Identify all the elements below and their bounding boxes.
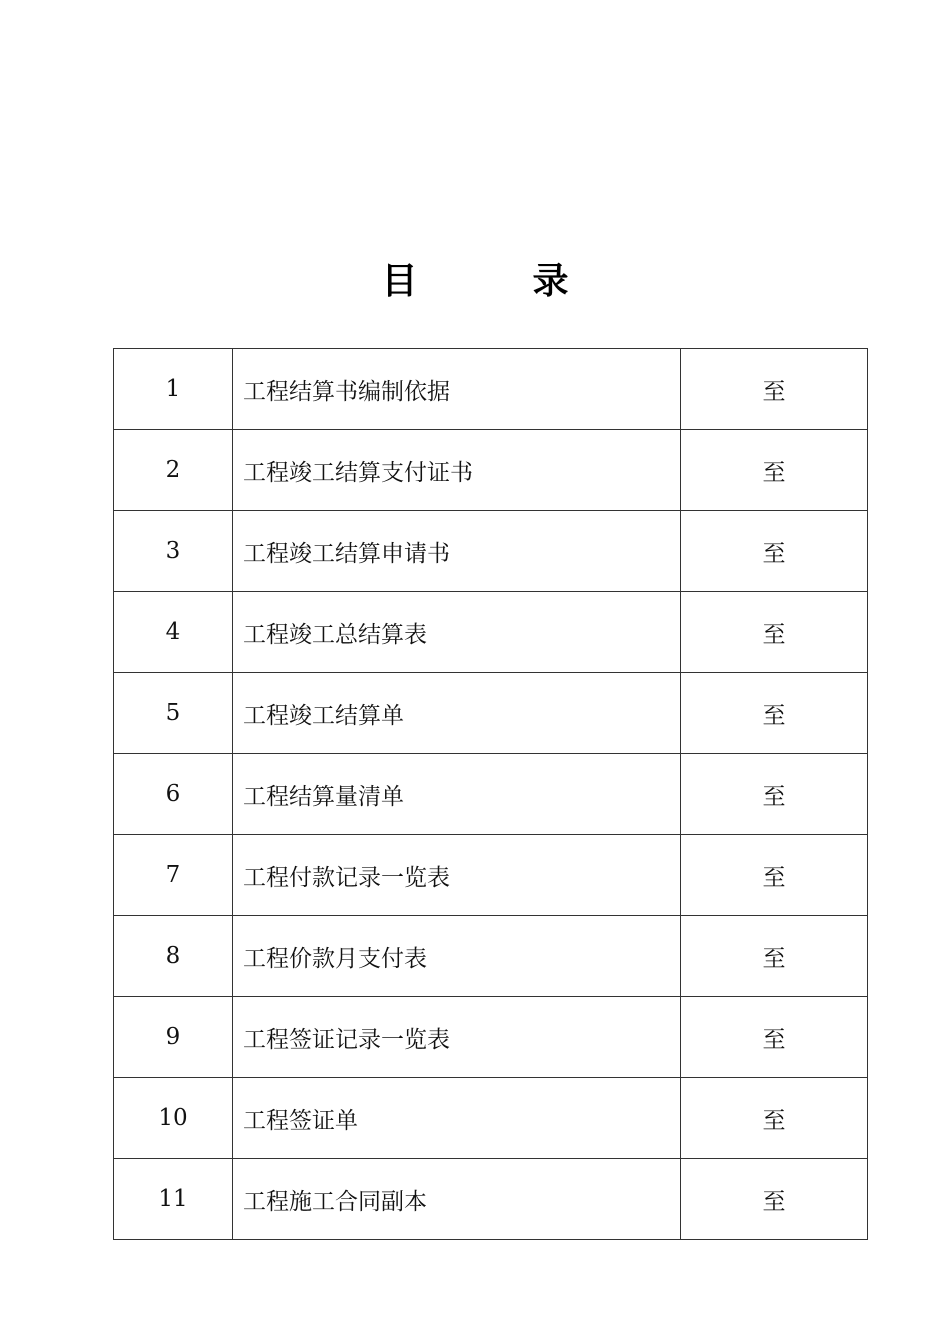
toc-title: 工程价款月支付表: [233, 916, 681, 997]
toc-number: 6: [114, 754, 233, 835]
toc-number: 5: [114, 673, 233, 754]
page-title: [0, 252, 950, 304]
toc-page-range: 至: [681, 511, 868, 592]
toc-number: 7: [114, 835, 233, 916]
toc-title: 工程签证记录一览表: [233, 997, 681, 1078]
toc-page-range: 至: [681, 673, 868, 754]
toc-page-range: 至: [681, 349, 868, 430]
table-row: [114, 1159, 868, 1240]
table-row: [114, 430, 868, 511]
toc-title: 工程付款记录一览表: [233, 835, 681, 916]
toc-number: 4: [114, 592, 233, 673]
toc-page-range: 至: [681, 997, 868, 1078]
toc-page-range: 至: [681, 1078, 868, 1159]
table-row: [114, 835, 868, 916]
toc-title: 工程竣工结算申请书: [233, 511, 681, 592]
toc-number: 11: [114, 1159, 233, 1240]
toc-table: [113, 348, 868, 1240]
toc-title: 工程签证单: [233, 1078, 681, 1159]
toc-page-range: 至: [681, 592, 868, 673]
toc-page-range: 至: [681, 916, 868, 997]
table-row: [114, 997, 868, 1078]
toc-title: 工程竣工结算单: [233, 673, 681, 754]
table-row: [114, 673, 868, 754]
table-row: [114, 1078, 868, 1159]
table-row: [114, 916, 868, 997]
toc-number: 2: [114, 430, 233, 511]
toc-title: 工程竣工结算支付证书: [233, 430, 681, 511]
page-title-char-2: 录: [532, 260, 569, 302]
toc-title: 工程施工合同副本: [233, 1159, 681, 1240]
page-title-char-1: 目: [381, 260, 418, 302]
table-row: [114, 754, 868, 835]
toc-title: 工程竣工总结算表: [233, 592, 681, 673]
toc-number: 9: [114, 997, 233, 1078]
table-row: [114, 349, 868, 430]
toc-number: 1: [114, 349, 233, 430]
table-row: [114, 592, 868, 673]
toc-number: 10: [114, 1078, 233, 1159]
toc-page-range: 至: [681, 835, 868, 916]
toc-title: 工程结算书编制依据: [233, 349, 681, 430]
toc-number: 3: [114, 511, 233, 592]
table-row: [114, 511, 868, 592]
toc-page-range: 至: [681, 430, 868, 511]
toc-title: 工程结算量清单: [233, 754, 681, 835]
toc-page-range: 至: [681, 1159, 868, 1240]
toc-number: 8: [114, 916, 233, 997]
toc-page-range: 至: [681, 754, 868, 835]
